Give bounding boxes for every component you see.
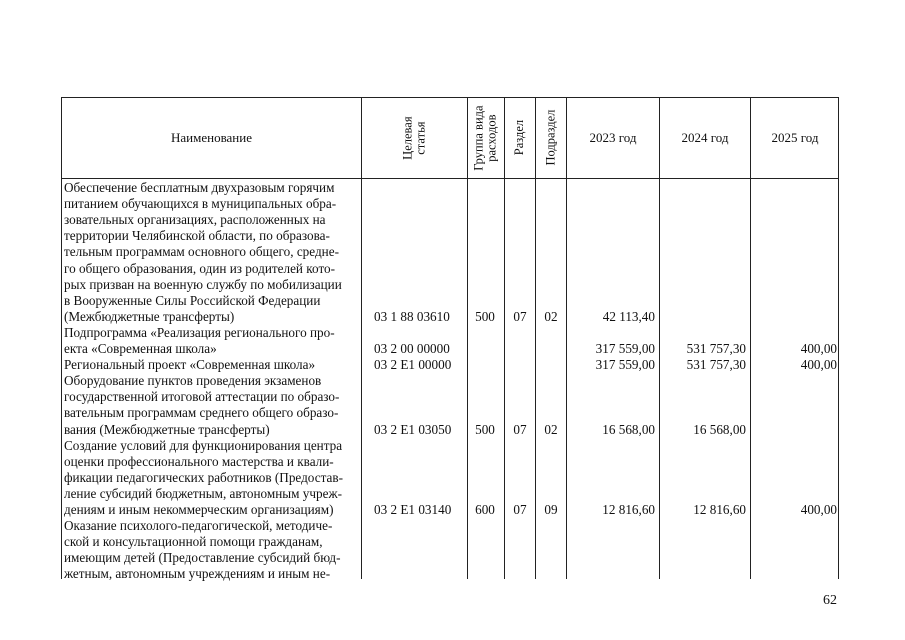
- row-name-line: территории Челябинской области, по образова-: [64, 228, 330, 244]
- header-divider: [62, 178, 838, 179]
- header-subsection: [535, 98, 566, 178]
- row-name-line: зовательных организациях, расположенных на: [64, 212, 326, 228]
- row-name-line: Оказание психолого-педагогической, методиче-: [64, 518, 333, 534]
- row-name-line: Обеспечение бесплатным двухразовым горячим: [64, 180, 335, 195]
- row-expense-group: 600: [475, 502, 495, 517]
- header-section: [504, 98, 535, 178]
- row-amount-2023: 12 816,60: [602, 502, 655, 517]
- row-amount-2023: 42 113,40: [602, 308, 655, 324]
- row-target-code: 03 1 88 03610: [374, 308, 450, 324]
- header-group: [467, 98, 504, 178]
- row-amount-2024: 531 757,30: [686, 357, 746, 373]
- row-name-line: тельным программам основного общего, средне-: [64, 244, 339, 260]
- row-amount-2024: 12 816,60: [693, 502, 746, 517]
- row-name-line: имеющим детей (Предоставление субсидий бюд-: [64, 550, 341, 566]
- row-amount-2023: 317 559,00: [595, 341, 655, 356]
- row-name-line: екта «Современная школа»: [64, 341, 217, 356]
- row-target-code: 03 2 E1 03050: [374, 421, 452, 437]
- row-amount-2025: 400,00: [800, 341, 837, 356]
- row-name-line: Создание условий для функционирования центра: [64, 437, 343, 453]
- row-section: 07: [513, 308, 527, 324]
- header-subsection-label: Подраздел: [542, 110, 557, 166]
- row-subsection: 02: [544, 421, 558, 437]
- row-name-line: вания (Межбюджетные трансферты): [64, 421, 270, 437]
- row-name-line: жетным, автономным учреждениям и иным не-: [64, 566, 331, 582]
- row-name-line: питанием обучающихся в муниципальных обра-: [64, 196, 337, 212]
- row-name-line: государственной итоговой аттестации по образо-: [64, 389, 340, 405]
- header-group-label: Группа вида расходов: [471, 105, 499, 171]
- header-target: [362, 98, 467, 178]
- row-name-line: ской и консультационной помощи гражданам,: [64, 534, 323, 550]
- header-2025: [751, 98, 839, 178]
- row-amount-2023: 16 568,00: [602, 421, 655, 437]
- row-amount-2025: 400,00: [800, 357, 837, 373]
- budget-table: [61, 97, 839, 582]
- row-subsection: 02: [544, 308, 558, 324]
- row-target-code: 03 2 00 00000: [374, 341, 450, 356]
- row-name-line: Подпрограмма «Реализация регионального про-: [64, 324, 335, 340]
- row-name-line: Оборудование пунктов проведения экзаменов: [64, 373, 322, 389]
- row-subsection: 09: [544, 502, 558, 517]
- row-name-line: дениям и иным некоммерческим организациям): [64, 502, 334, 517]
- row-section: 07: [513, 502, 527, 517]
- row-target-code: 03 2 E1 00000: [374, 357, 452, 373]
- header-2023-label: 2023 год: [589, 129, 637, 145]
- row-name-line: вательным программам среднего общего образо-: [64, 405, 339, 421]
- header-2023: [567, 98, 659, 178]
- row-amount-2023: 317 559,00: [595, 357, 655, 373]
- row-name-line: оценки профессионального мастерства и квали-: [64, 453, 334, 469]
- page-number: 62: [823, 593, 837, 608]
- row-expense-group: 500: [475, 308, 495, 324]
- row-name-line: Региональный проект «Современная школа»: [64, 357, 316, 373]
- row-name-line: рых призван на военную службу по мобилизации: [64, 276, 342, 292]
- row-target-code: 03 2 E1 03140: [374, 502, 452, 517]
- header-2025-label: 2025 год: [771, 129, 819, 145]
- row-name-line: го общего образования, один из родителей кото-: [64, 260, 336, 276]
- row-amount-2024: 16 568,00: [693, 421, 746, 437]
- row-amount-2024: 531 757,30: [686, 341, 746, 356]
- row-amount-2025: 400,00: [800, 502, 837, 517]
- header-section-label: Раздел: [511, 120, 526, 156]
- row-expense-group: 500: [475, 421, 495, 437]
- header-2024: [660, 98, 750, 178]
- header-2024-label: 2024 год: [681, 129, 729, 145]
- header-name: [62, 98, 361, 178]
- header-target-label: Целевая статья: [400, 116, 428, 160]
- header-name-label: Наименование: [171, 129, 252, 145]
- row-name-line: в Вооруженные Силы Российской Федерации: [64, 292, 321, 308]
- row-name-line: фикации педагогических работников (Предостав-: [64, 469, 343, 485]
- row-name-line: (Межбюджетные трансферты): [64, 308, 235, 324]
- row-name-line: ление субсидий бюджетным, автономным учреж-: [64, 485, 342, 501]
- row-section: 07: [513, 421, 527, 437]
